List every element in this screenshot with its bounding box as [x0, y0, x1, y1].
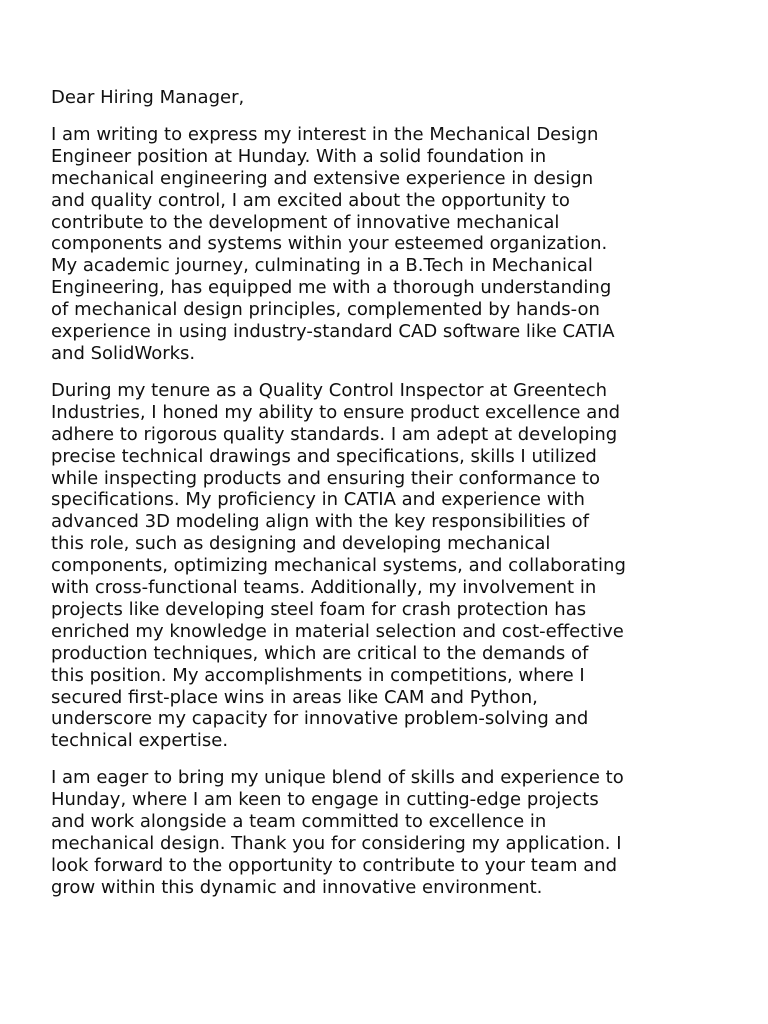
letter-paragraph-closing: I am eager to bring my unique blend of skills and experience to Hunday, where I am keen to engage in cutting-edge projects and work alongside a team committed to excellence in mechanical design. Thank you for considering my application. I look forward to the opportunity to contribute to your team and grow within this dynamic and innovative environment.: [51, 767, 624, 898]
cover-letter-body: [51, 87, 719, 914]
letter-salutation: Dear Hiring Manager,: [51, 87, 245, 108]
letter-paragraph-intro: I am writing to express my interest in the Mechanical Design Engineer position at Hunday. With a solid foundation in mechanical engineering and extensive experience in design and quality control, I am excited about the opportunity to contribute to the development of innovative mechanical components and systems within your esteemed organization. My academic journey, culminating in a B.Tech in Mechanical Engineering, has equipped me with a thorough understanding of mechanical design principles, complemented by hands-on experience in using industry-standard CAD software like CATIA and SolidWorks.: [51, 123, 615, 364]
letter-paragraph-experience: During my tenure as a Quality Control Inspector at Greentech Industries, I honed my ability to ensure product excellence and adhere to rigorous quality standards. I am adept at developing precise technical drawings and specifications, skills I utilized while inspecting products and ensuring their conformance to specifications. My proficiency in CATIA and experience with advanced 3D modeling align with the key responsibilities of this role, such as designing and developing mechanical components, optimizing mechanical systems, and collaborating with cross-functional teams. Additionally, my involvement in projects like developing steel foam for crash protection has enriched my knowledge in material selection and cost-effective production techniques, which are critical to the demands of this position. My accomplishments in competitions, where I secured first-place wins in areas like CAM and Python, underscore my capacity for innovative problem-solving and technical expertise.: [51, 379, 626, 752]
